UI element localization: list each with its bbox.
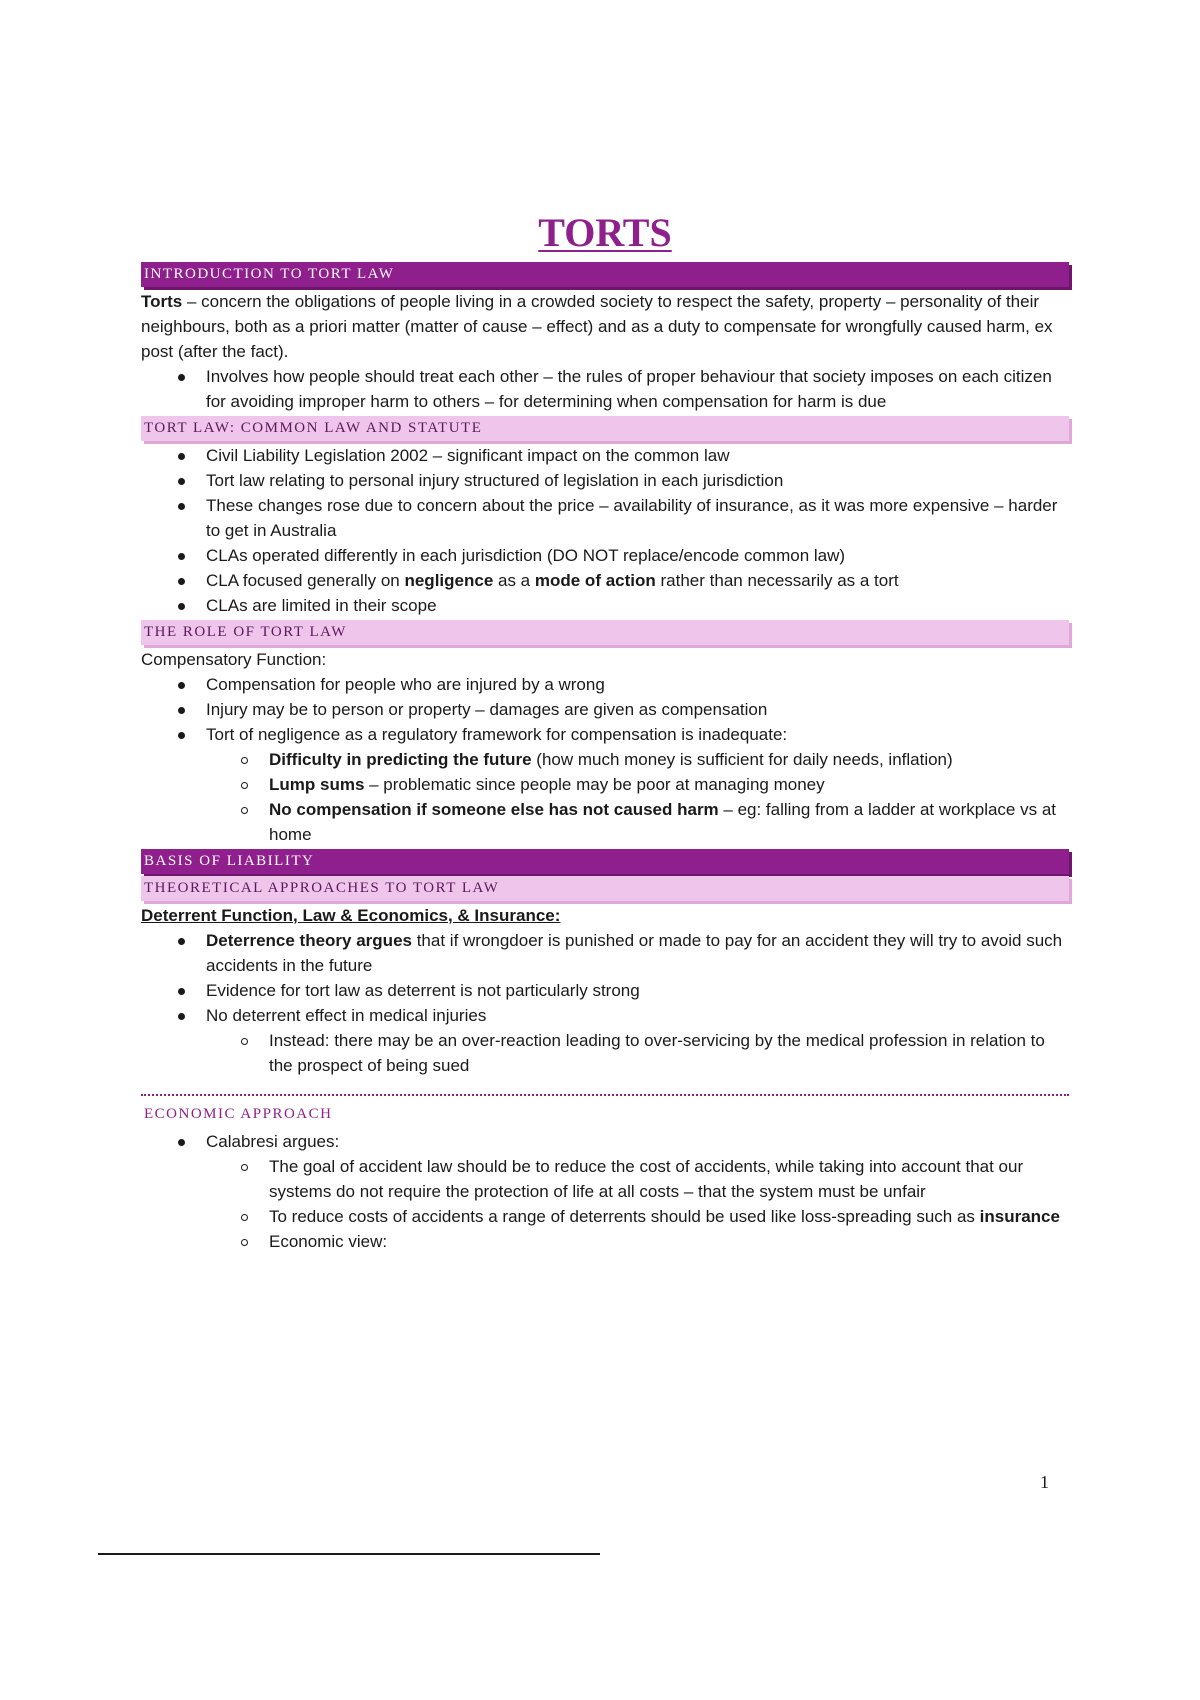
section-heading-economic: ECONOMIC APPROACH bbox=[144, 1106, 333, 1122]
section-heading-basis: BASIS OF LIABILITY bbox=[141, 849, 1069, 874]
list-item: No deterrent effect in medical injuries bbox=[141, 1003, 1069, 1028]
list-item: Deterrence theory argues that if wrongdoer is punished or made to pay for an accident they will try to avoid such accidents in the future bbox=[141, 928, 1069, 978]
list-item: Tort law relating to personal injury structured of legislation in each jurisdiction bbox=[141, 468, 1069, 493]
list-item: These changes rose due to concern about the price – availability of insurance, as it was more expensive – harder to get in Australia bbox=[141, 493, 1069, 543]
economic-list bbox=[141, 1129, 1069, 1154]
list-item: Calabresi argues: bbox=[141, 1129, 1069, 1154]
list-item: Injury may be to person or property – damages are given as compensation bbox=[141, 697, 1069, 722]
intro-paragraph: Torts – concern the obligations of people living in a crowded society to respect the safety, property – personality of their neighbours, both as a priori matter (matter of cause – effect) and as a duty to compensate for wrongfully caused harm, ex post (after the fact). bbox=[141, 292, 1053, 361]
list-item: Tort of negligence as a regulatory framework for compensation is inadequate: bbox=[141, 722, 1069, 747]
list-item: CLAs are limited in their scope bbox=[141, 593, 1069, 618]
theory-subheading: Deterrent Function, Law & Economics, & Insurance: bbox=[141, 906, 561, 925]
section-heading-theory: THEORETICAL APPROACHES TO TORT LAW bbox=[141, 876, 1069, 901]
theory-list bbox=[141, 928, 1069, 1028]
role-list bbox=[141, 672, 1069, 747]
theory-sublist bbox=[141, 1028, 1069, 1078]
sub-list-item: To reduce costs of accidents a range of deterrents should be used like loss-spreading such as insurance bbox=[141, 1204, 1069, 1229]
sub-list-item: Lump sums – problematic since people may be poor at managing money bbox=[141, 772, 1069, 797]
page-number: 1 bbox=[1040, 1472, 1049, 1492]
sub-list-item: No compensation if someone else has not caused harm – eg: falling from a ladder at workplace vs at home bbox=[141, 797, 1069, 847]
intro-list bbox=[141, 364, 1069, 414]
document-title: TORTS bbox=[538, 210, 672, 255]
list-item: Involves how people should treat each other – the rules of proper behaviour that society imposes on each citizen for avoiding improper harm to others – for determining when compensation for harm is due bbox=[141, 364, 1069, 414]
sub-list-item: Difficulty in predicting the future (how much money is sufficient for daily needs, inflation) bbox=[141, 747, 1069, 772]
footnote-separator bbox=[98, 1553, 600, 1555]
economic-sublist bbox=[141, 1154, 1069, 1254]
list-item: Evidence for tort law as deterrent is not particularly strong bbox=[141, 978, 1069, 1003]
common-law-list bbox=[141, 443, 1069, 618]
list-item: Compensation for people who are injured by a wrong bbox=[141, 672, 1069, 697]
list-item: Civil Liability Legislation 2002 – significant impact on the common law bbox=[141, 443, 1069, 468]
list-item: CLAs operated differently in each jurisdiction (DO NOT replace/encode common law) bbox=[141, 543, 1069, 568]
sub-list-item: Instead: there may be an over-reaction leading to over-servicing by the medical profession in relation to the prospect of being sued bbox=[141, 1028, 1069, 1078]
role-subheading: Compensatory Function: bbox=[141, 650, 327, 669]
section-heading-intro: INTRODUCTION TO TORT LAW bbox=[141, 262, 1069, 287]
document-body bbox=[141, 208, 1069, 1254]
sub-list-item: The goal of accident law should be to reduce the cost of accidents, while taking into account that our systems do not require the protection of life at all costs – that the system must be unfair bbox=[141, 1154, 1069, 1204]
section-heading-role: THE ROLE OF TORT LAW bbox=[141, 620, 1069, 645]
list-item: CLA focused generally on negligence as a mode of action rather than necessarily as a tort bbox=[141, 568, 1069, 593]
section-heading-common-law: TORT LAW: COMMON LAW AND STATUTE bbox=[141, 416, 1069, 441]
role-sublist bbox=[141, 747, 1069, 847]
dotted-divider bbox=[141, 1094, 1069, 1096]
sub-list-item: Economic view: bbox=[141, 1229, 1069, 1254]
